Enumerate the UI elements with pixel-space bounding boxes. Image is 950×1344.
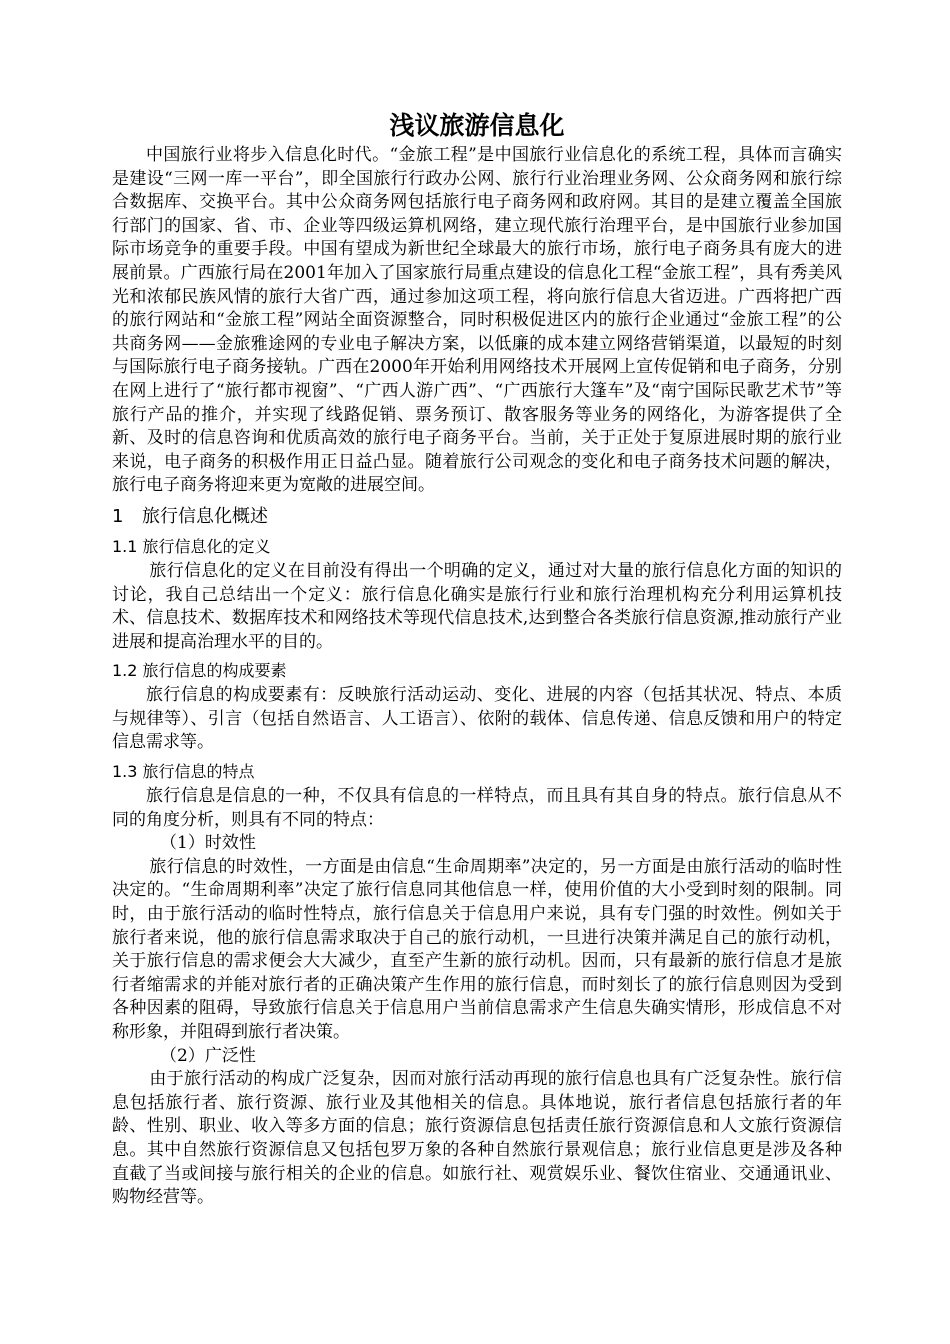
section-1-3-paragraph: 旅行信息是信息的一种，不仅具有信息的一样特点，而且具有其自身的特点。旅行信息从不同的角度分析，则具有不同的特点： [112, 786, 842, 830]
section-1-title: 旅行信息化概述 [142, 505, 268, 527]
document-page [112, 110, 842, 1210]
section-1-heading [112, 504, 842, 530]
section-1-1-paragraph: 旅行信息化的定义在目前没有得出一个明确的定义，通过对大量的旅行信息化方面的知识的讨论，我自己总结出一个定义：旅行信息化确实是旅行行业和旅行治理机构充分利用运算机技术、信息技术、数据库技术和网络技术等现代信息技术,达到整合各类旅行信息资源,推动旅行产业进展和提高治理水平的目的。 [112, 560, 842, 652]
item-2-label: （2）广泛性 [160, 1045, 256, 1066]
item-1-label: （1）时效性 [160, 833, 256, 854]
section-1-number: 1 [112, 505, 124, 527]
item-2-paragraph: 由于旅行活动的构成广泛复杂，因而对旅行活动再现的旅行信息也具有广泛复杂性。旅行信息包括旅行者、旅行资源、旅行业及其他相关的信息。具体地说，旅行者信息包括旅行者的年龄、性别、职业、收入等多方面的信息；旅行资源信息包括责任旅行资源信息和人文旅行资源信息。其中自然旅行资源信息又包括包罗万象的各种自然旅行景观信息；旅行业信息更是涉及各种直截了当或间接与旅行相关的企业的信息。如旅行社、观赏娱乐业、餐饮住宿业、交通通讯业、购物经营等。 [112, 1069, 842, 1208]
intro-paragraph: 中国旅行业将步入信息化时代。“金旅工程”是中国旅行业信息化的系统工程，具体而言确实是建设“三网一库一平台”，即全国旅行行政办公网、旅行行业治理业务网、公众商务网和旅行综合数据库、交换平台。其中公众商务网包括旅行电子商务网和政府网。其目的是建立覆盖全国旅行部门的国家、省、市、企业等四级运算机网络，建立现代旅行治理平台，是中国旅行业参加国际市场竞争的重要手段。中国有望成为新世纪全球最大的旅行市场，旅行电子商务具有庞大的进展前景。广西旅行局在2001年加入了国家旅行局重点建设的信息化工程“金旅工程”，具有秀美风光和浓郁民族风情的旅行大省广西，通过参加这项工程，将向旅行信息大省迈进。广西将把广西的旅行网站和“金旅工程”网站全面资源整合，同时积极促进区内的旅行企业通过“金旅工程”的公共商务网——金旅雅途网的专业电子解决方案，以低廉的成本建立网络营销渠道，以最短的时刻与国际旅行电子商务接轨。广西在2000年开始利用网络技术开展网上宣传促销和电子商务，分别在网上进行了“旅行都市视窗”、“广西人游广西”、“广西旅行大篷车”及“南宁国际民歌艺术节”等旅行产品的推介，并实现了线路促销、票务预订、散客服务等业务的网络化，为游客提供了全新、及时的信息咨询和优质高效的旅行电子商务平台。当前，关于正处于复原进展时期的旅行业来说，电子商务的积极作用正日益凸显。随着旅行公司观念的变化和电子商务技术问题的解决，旅行电子商务将迎来更为宽敞的进展空间。 [112, 145, 842, 496]
section-1-3-heading: 1.3 旅行信息的特点 [112, 762, 255, 782]
item-1-paragraph: 旅行信息的时效性，一方面是由信息“生命周期率”决定的，另一方面是由旅行活动的临时性决定的。“生命周期利率”决定了旅行信息同其他信息一样，使用价值的大小受到时刻的限制。同时，由于旅行活动的临时性特点，旅行信息关于信息用户来说，具有专门强的时效性。例如关于旅行者来说，他的旅行信息需求取决于自己的旅行动机，一旦进行决策并满足自己的旅行动机，关于旅行信息的需求便会大大减少，直至产生新的旅行动机。因而，只有最新的旅行信息才是旅行者缩需求的并能对旅行者的正确决策产生作用的旅行信息，而时刻长了的旅行信息则因为受到各种因素的阻碍，导致旅行信息关于信息用户当前信息需求产生信息失确实情形，形成信息不对称形象，并阻碍到旅行者决策。 [112, 856, 842, 1042]
section-1-2-heading: 1.2 旅行信息的构成要素 [112, 661, 287, 681]
document-title: 浅议旅游信息化 [389, 111, 565, 140]
section-1-2-paragraph: 旅行信息的构成要素有：反映旅行活动运动、变化、进展的内容（包括其状况、特点、本质与规律等）、引言（包括自然语言、人工语言）、依附的载体、信息传递、信息反馈和用户的特定信息需求等。 [112, 685, 842, 753]
section-1-1-heading: 1.1 旅行信息化的定义 [112, 536, 271, 556]
